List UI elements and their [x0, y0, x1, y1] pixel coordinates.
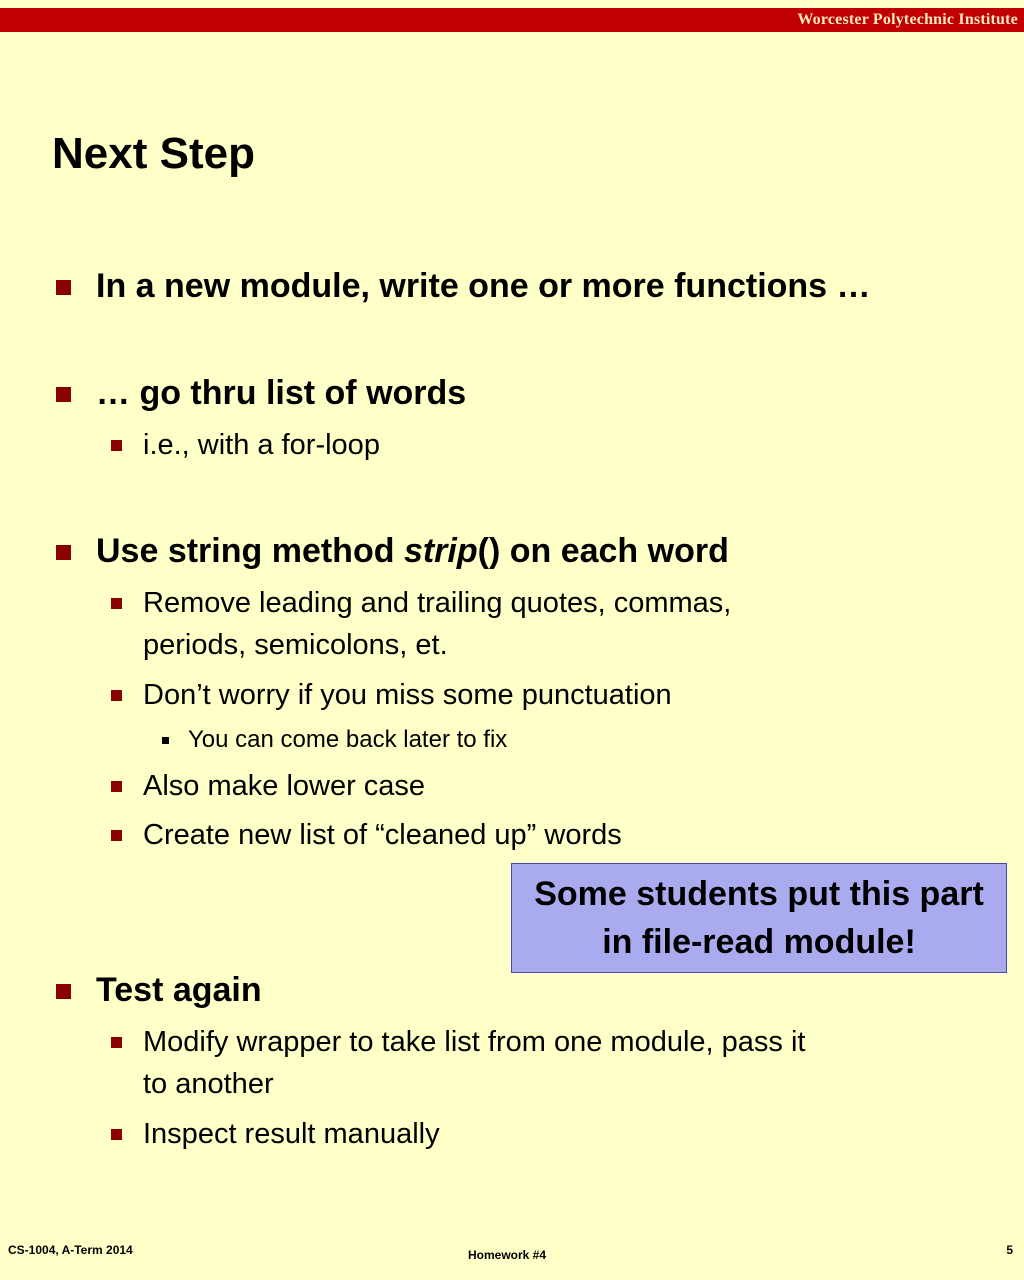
bullet-text: In a new module, write one or more functions …: [96, 267, 871, 305]
sub-sub-bullet-text: You can come back later to fix: [188, 726, 508, 753]
square-bullet-icon: [56, 387, 71, 402]
square-bullet-icon: [111, 598, 122, 609]
square-bullet-icon: [162, 737, 169, 744]
bullet-text: Test again: [96, 971, 262, 1009]
institution-name: Worcester Polytechnic Institute: [797, 11, 1018, 28]
method-name: strip: [403, 532, 478, 570]
square-bullet-icon: [111, 690, 122, 701]
bullet-text: Use string method strip() on each word: [96, 532, 729, 570]
page-number: 5: [1006, 1243, 1013, 1257]
sub-bullet-text: Also make lower case: [143, 770, 426, 802]
header-bar: [0, 8, 1024, 32]
bullet-text: … go thru list of words: [96, 374, 467, 412]
sub-bullet-text: Create new list of “cleaned up” words: [143, 819, 622, 851]
callout-box: [511, 863, 1007, 973]
sub-bullet-text: i.e., with a for-loop: [143, 429, 380, 461]
square-bullet-icon: [111, 1129, 122, 1140]
sub-bullet-text: Remove leading and trailing quotes, commas, periods, semicolons, et.: [143, 587, 732, 661]
sub-bullet-text: Modify wrapper to take list from one module, pass it to another: [143, 1026, 806, 1100]
sub-bullet-text: Don’t worry if you miss some punctuation: [143, 679, 672, 711]
callout-text: Some students put this part in file-read module!: [534, 875, 984, 961]
square-bullet-icon: [111, 1037, 122, 1048]
square-bullet-icon: [56, 984, 71, 999]
square-bullet-icon: [111, 830, 122, 841]
sub-bullet-text: Inspect result manually: [143, 1118, 440, 1150]
square-bullet-icon: [56, 280, 71, 295]
square-bullet-icon: [111, 440, 122, 451]
square-bullet-icon: [56, 545, 71, 560]
footer-topic: Homework #4: [468, 1248, 547, 1262]
footer-course: CS-1004, A-Term 2014: [8, 1243, 133, 1257]
square-bullet-icon: [111, 781, 122, 792]
slide-title: Next Step: [52, 129, 255, 178]
